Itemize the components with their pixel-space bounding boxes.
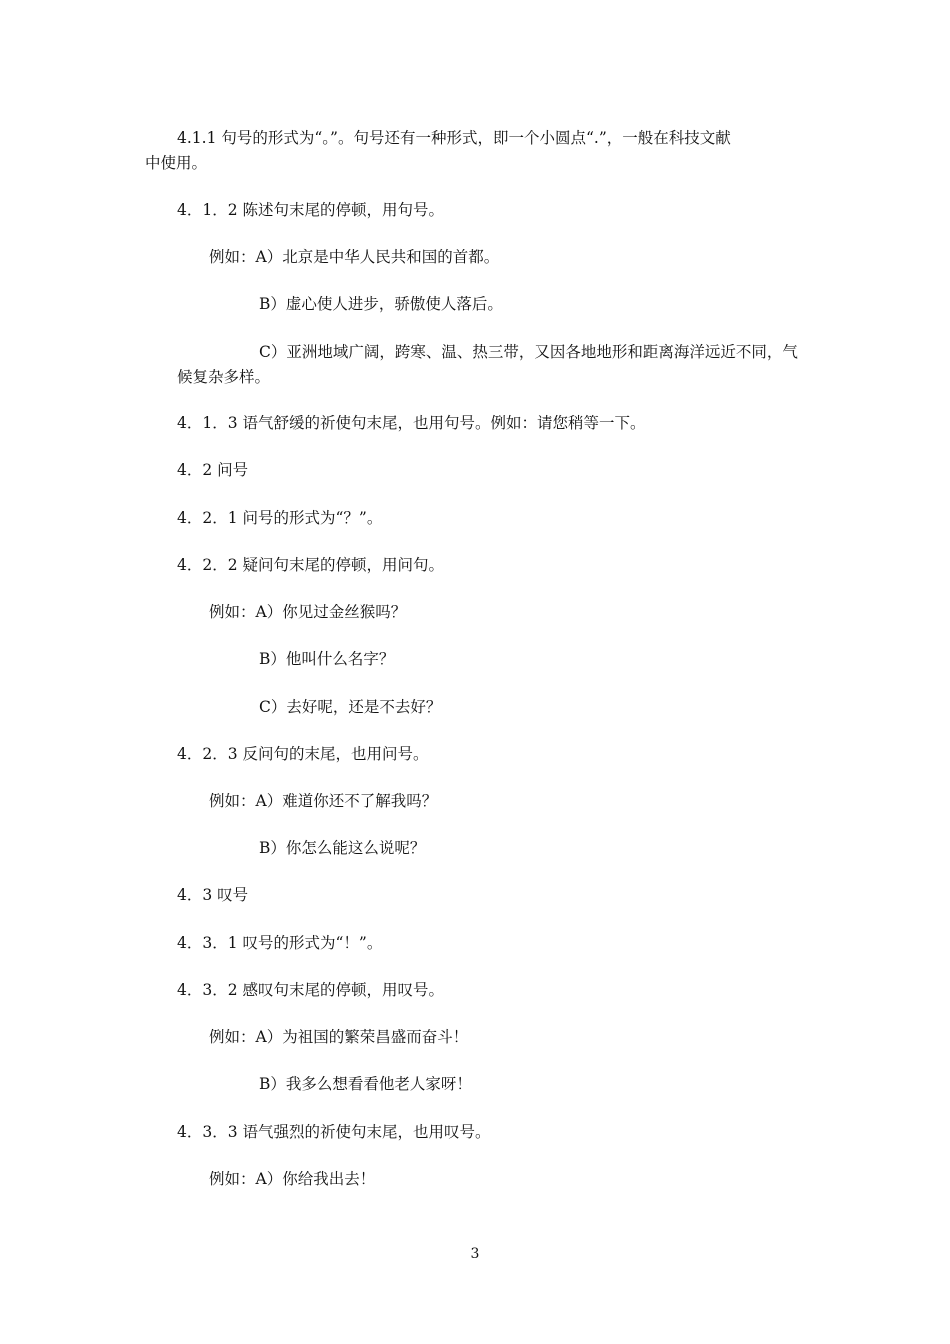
paragraph-4-1-2: 4．1．2 陈述句末尾的停顿，用句号。 [177, 201, 445, 219]
example-4-2-3-b: B）你怎么能这么说呢？ [259, 839, 426, 857]
paragraph-4-2-3: 4．2．3 反问句的末尾，也用问号。 [177, 745, 429, 763]
example-4-2-2-c: C）去好呢，还是不去好？ [259, 698, 442, 716]
paragraph-4-2-2: 4．2．2 疑问句末尾的停顿，用问句。 [177, 556, 445, 574]
example-4-1-2-a: 例如：A）北京是中华人民共和国的首都。 [209, 248, 500, 266]
paragraph-4-3-1: 4．3．1 叹号的形式为“！”。 [177, 934, 383, 952]
paragraph-4-1-3: 4．1．3 语气舒缓的祈使句末尾，也用句号。例如：请您稍等一下。 [177, 414, 646, 432]
heading-4-2: 4．2 问号 [177, 461, 249, 479]
paragraph-4-3-3: 4．3．3 语气强烈的祈使句末尾，也用叹号。 [177, 1123, 491, 1141]
example-4-3-3-a: 例如：A）你给我出去！ [209, 1170, 376, 1188]
paragraph-4-1-1-line-2: 中使用。 [145, 154, 208, 172]
example-4-3-2-b: B）我多么想看看他老人家呀！ [259, 1075, 472, 1093]
example-4-2-2-a: 例如：A）你见过金丝猴吗？ [209, 603, 407, 621]
example-4-3-2-a: 例如：A）为祖国的繁荣昌盛而奋斗！ [209, 1028, 469, 1046]
example-4-1-2-c-line-1: C）亚洲地域广阔，跨寒、温、热三带，又因各地地形和距离海洋远近不同，气 [259, 343, 798, 361]
example-4-2-3-a: 例如：A）难道你还不了解我吗？ [209, 792, 438, 810]
paragraph-4-1-1-line-1: 4.1.1 句号的形式为“。”。句号还有一种形式，即一个小圆点“.”，一般在科技文献 [177, 129, 731, 147]
page-number: 3 [470, 1246, 480, 1262]
paragraph-4-3-2: 4．3．2 感叹句末尾的停顿，用叹号。 [177, 981, 445, 999]
heading-4-3: 4．3 叹号 [177, 886, 249, 904]
example-4-2-2-b: B）他叫什么名字？ [259, 650, 395, 668]
paragraph-4-2-1: 4．2．1 问号的形式为“？”。 [177, 509, 383, 527]
example-4-1-2-b: B）虚心使人进步，骄傲使人落后。 [259, 295, 503, 313]
example-4-1-2-c-line-2: 候复杂多样。 [177, 368, 271, 386]
